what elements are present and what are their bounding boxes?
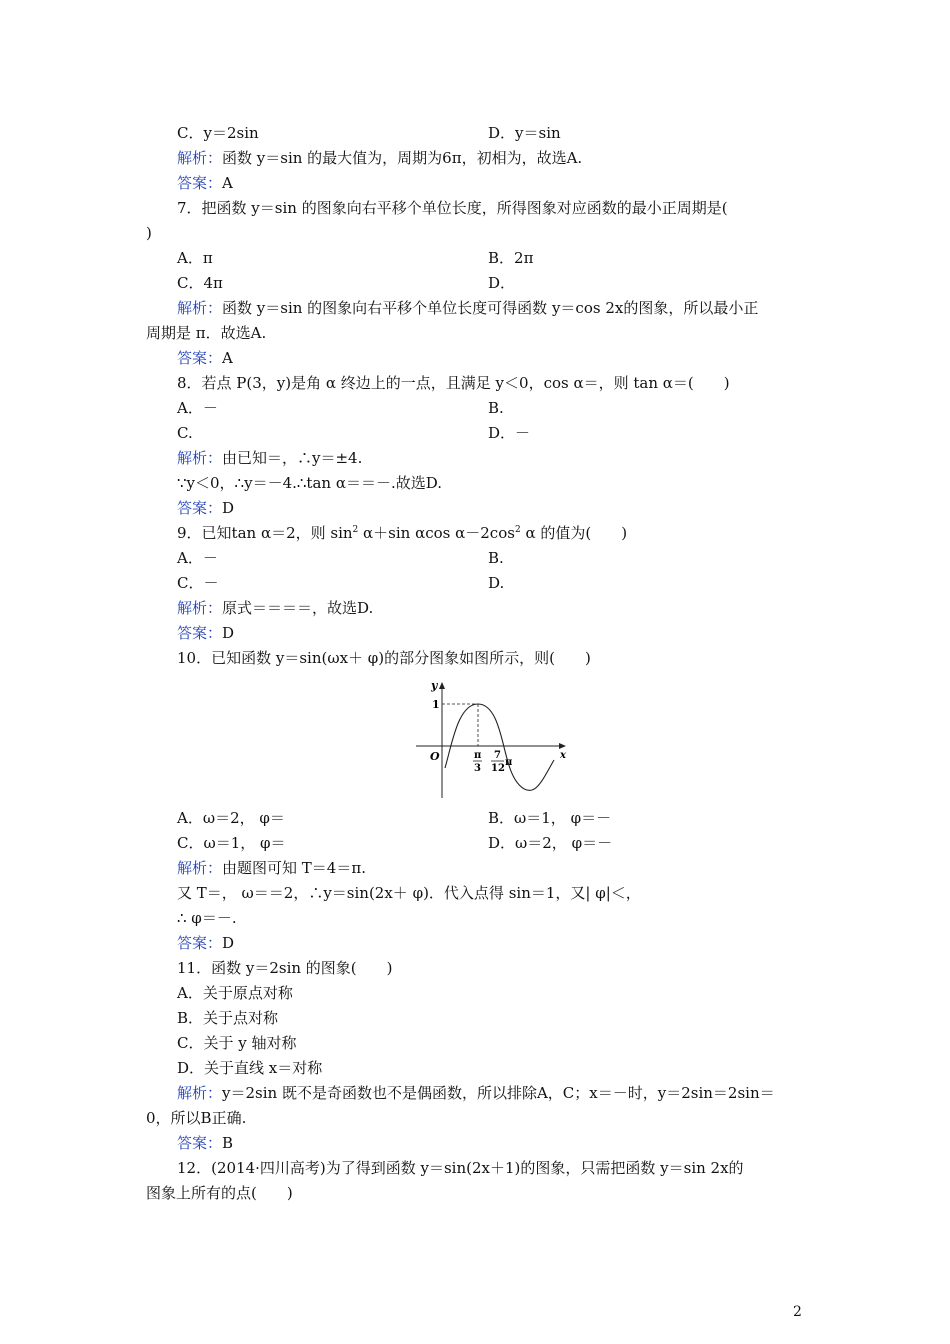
tick-7-denominator: 12 — [491, 763, 505, 774]
q9-analysis — [177, 598, 373, 618]
q10-option-a: A．ω＝2， φ＝ — [177, 809, 285, 827]
q9-stem-part: α＋sin αcos α－2cos — [358, 524, 515, 542]
superscript: 2 — [352, 525, 359, 535]
q8-analysis — [177, 448, 362, 468]
q7-option-a: A．π — [177, 249, 213, 267]
q8-analysis-cont: ∵y＜0，∴y＝－4.∴tan α＝＝－.故选D. — [177, 474, 442, 492]
answer-value: D — [222, 499, 235, 517]
tick-7-pi: π — [505, 757, 513, 768]
q7-option-c: C．4π — [177, 274, 223, 292]
q10-analysis-cont2: ∴ φ＝－. — [177, 909, 237, 927]
q7-stem-cont: ) — [146, 224, 152, 242]
q9-stem-part: 9．已知tan α＝2，则 sin — [177, 524, 353, 542]
q7-analysis — [177, 298, 758, 318]
q8-option-d: D．－ — [488, 424, 531, 442]
q12-stem: 12．(2014·四川高考)为了得到函数 y＝sin(2x＋1)的图象，只需把函数 y＝sin 2x的 — [177, 1159, 744, 1177]
analysis-label: 解析： — [177, 449, 223, 467]
q10-answer — [177, 933, 234, 953]
q9-answer — [177, 623, 234, 643]
analysis-label: 解析： — [177, 859, 223, 877]
q11-option-a: A．关于原点对称 — [177, 984, 293, 1002]
answer-value: A — [222, 349, 233, 367]
answer-value: A — [222, 174, 233, 192]
q6-option-c: C．y＝2sin — [177, 124, 259, 142]
analysis-label: 解析： — [177, 299, 223, 317]
answer-value: B — [222, 1134, 234, 1152]
q7-answer — [177, 348, 233, 368]
q8-answer — [177, 498, 234, 518]
q11-analysis — [177, 1083, 775, 1103]
q6-answer — [177, 173, 233, 193]
answer-label: 答案： — [177, 349, 223, 367]
analysis-text: 由题图可知 T＝4＝π. — [222, 859, 366, 877]
analysis-text: y＝2sin 既不是奇函数也不是偶函数，所以排除A，C；x＝－时，y＝2sin＝2sin＝ — [222, 1084, 775, 1102]
page-number: 2 — [793, 1304, 802, 1320]
q10-analysis-cont: 又 T＝， ω＝＝2，∴y＝sin(2x＋ φ)．代入点得 sin＝1，又| φ|＜， — [177, 884, 641, 902]
sine-graph-figure — [414, 680, 574, 802]
analysis-text: 由已知＝，∴y＝±4. — [222, 449, 363, 467]
q7-option-b: B．2π — [488, 249, 534, 267]
answer-label: 答案： — [177, 1134, 223, 1152]
origin-label: O — [430, 750, 440, 763]
q9-stem-part: α 的值为( ) — [520, 524, 628, 542]
q9-option-b: B. — [488, 549, 504, 567]
q9-option-d: D. — [488, 574, 505, 592]
q9-option-a: A．－ — [177, 549, 218, 567]
q11-option-d: D．关于直线 x＝对称 — [177, 1059, 323, 1077]
q10-option-d: D．ω＝2， φ＝－ — [488, 834, 613, 852]
q6-analysis — [177, 148, 582, 168]
analysis-label: 解析： — [177, 1084, 223, 1102]
analysis-label: 解析： — [177, 599, 223, 617]
q6-option-d: D．y＝sin — [488, 124, 561, 142]
superscript: 2 — [514, 525, 521, 535]
answer-label: 答案： — [177, 174, 223, 192]
q10-analysis — [177, 858, 366, 878]
answer-label: 答案： — [177, 624, 223, 642]
q11-option-b: B．关于点对称 — [177, 1009, 279, 1027]
q8-option-c: C. — [177, 424, 193, 442]
x-axis-arrow — [559, 743, 566, 749]
analysis-text: 函数 y＝sin 的最大值为，周期为6π，初相为，故选A. — [222, 149, 583, 167]
q8-stem: 8．若点 P(3，y)是角 α 终边上的一点，且满足 y＜0，cos α＝，则 tan α＝( ) — [177, 374, 730, 392]
answer-value: D — [222, 624, 235, 642]
q10-stem: 10．已知函数 y＝sin(ωx＋ φ)的部分图象如图所示，则( ) — [177, 649, 591, 667]
tick-pi-numerator: π — [474, 750, 482, 761]
answer-label: 答案： — [177, 934, 223, 952]
q10-option-b: B．ω＝1， φ＝－ — [488, 809, 612, 827]
x-axis-label: x — [560, 750, 566, 761]
sine-curve — [445, 704, 554, 790]
analysis-text: 函数 y＝sin 的图象向右平移个单位长度可得函数 y＝cos 2x的图象，所以最小正 — [222, 299, 759, 317]
q11-analysis-cont: 0，所以B正确. — [146, 1109, 247, 1127]
y-axis-label: y — [431, 680, 438, 692]
q8-option-a: A．－ — [177, 399, 218, 417]
analysis-text: 原式＝＝＝＝，故选D. — [222, 599, 374, 617]
q11-answer — [177, 1133, 233, 1153]
analysis-label: 解析： — [177, 149, 223, 167]
q11-stem: 11．函数 y＝2sin 的图象( ) — [177, 959, 393, 977]
tick-pi-denominator: 3 — [474, 763, 481, 774]
answer-label: 答案： — [177, 499, 223, 517]
y-tick-1: 1 — [432, 698, 440, 711]
y-axis-arrow — [439, 682, 445, 689]
q9-stem — [177, 523, 627, 543]
q9-option-c: C．－ — [177, 574, 219, 592]
q11-option-c: C．关于 y 轴对称 — [177, 1034, 297, 1052]
q12-stem-cont: 图象上所有的点( ) — [146, 1184, 293, 1202]
tick-7-numerator: 7 — [494, 750, 501, 761]
q7-option-d: D． — [488, 274, 516, 292]
q7-stem: 7．把函数 y＝sin 的图象向右平移个单位长度，所得图象对应函数的最小正周期是( — [177, 199, 728, 217]
answer-value: D — [222, 934, 235, 952]
q10-option-c: C．ω＝1， φ＝ — [177, 834, 286, 852]
q7-analysis-cont: 周期是 π．故选A. — [146, 324, 267, 342]
q8-option-b: B. — [488, 399, 504, 417]
